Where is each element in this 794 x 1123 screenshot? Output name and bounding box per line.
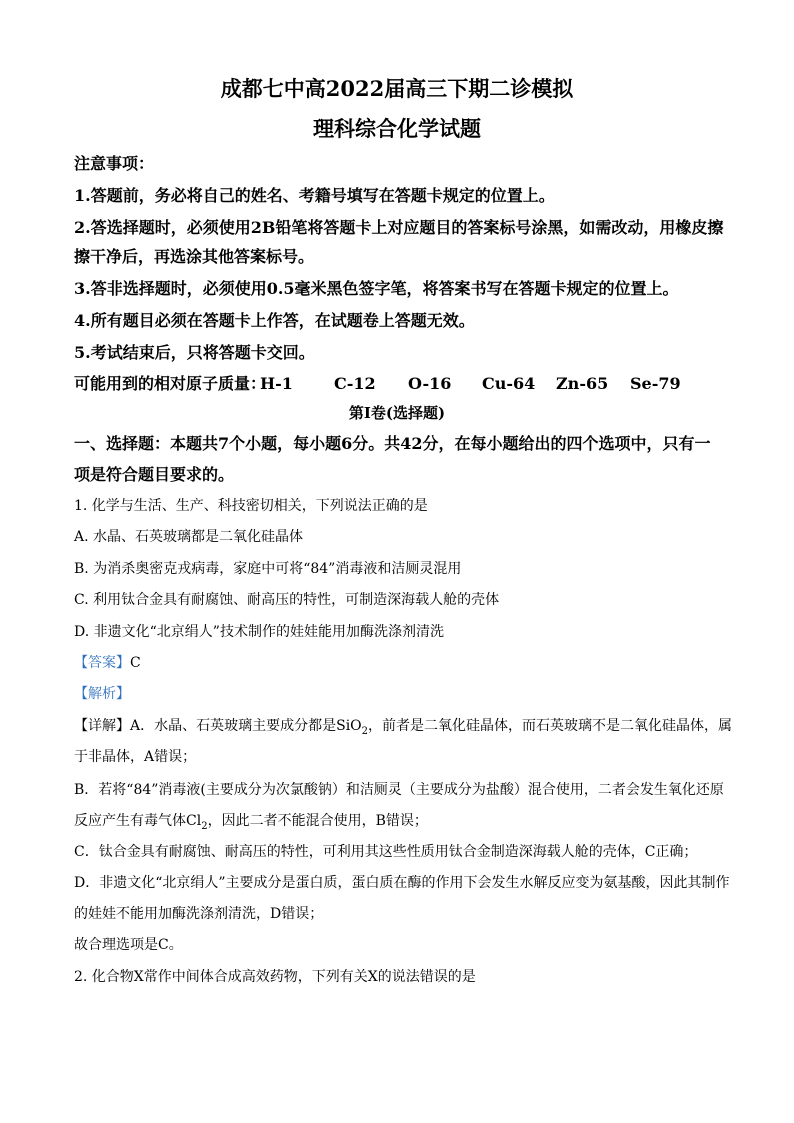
notice-item: 5.考试结束后，只将答题卡交回。	[74, 343, 315, 362]
answer-value: C	[130, 655, 141, 671]
atomic-mass-item: Se-79	[630, 374, 681, 393]
atomic-mass-item: Zn-65	[556, 374, 609, 393]
notice-item: 4.所有题目必须在答题卡上作答，在试题卷上答题无效。	[74, 311, 475, 330]
detail-text: 【详解】A．水晶、石英玻璃主要成分都是SiO	[74, 718, 362, 734]
detail-conclusion: 故合理选项是C。	[74, 937, 183, 953]
detail-line: C．钛合金具有耐腐蚀、耐高压的特性，可利用其这些性质用钛合金制造深海载人舱的壳体，C正确；	[74, 844, 698, 860]
question-option: A. 水晶、石英玻璃都是二氧化硅晶体	[74, 529, 304, 545]
question-option: B. 为消杀奥密克戎病毒，家庭中可将“84”消毒液和洁厕灵混用	[74, 561, 462, 577]
subscript: 2	[201, 820, 208, 832]
answer-line	[74, 652, 724, 672]
notice-item: 2.答选择题时，必须使用2B铅笔将答题卡上对应题目的答案标号涂黑，如需改动，用橡皮擦	[74, 218, 724, 237]
exam-title: 成都七中高2022届高三下期二诊模拟	[220, 76, 574, 101]
question-option: C. 利用钛合金具有耐腐蚀、耐高压的特性，可制造深海载人舱的壳体	[74, 592, 500, 608]
detail-text: ，因此二者不能混合使用，B错误；	[207, 813, 428, 829]
notice-item: 1.答题前，务必将自己的姓名、考籍号填写在答题卡规定的位置上。	[74, 186, 555, 205]
atomic-mass-item: H-1	[260, 374, 293, 393]
detail-line: B．若将“84”消毒液(主要成分为次氯酸钠）和洁厕灵（主要成分为盐酸）混合使用，二者会发生氧化还原	[74, 782, 724, 798]
notice-heading: 注意事项：	[74, 154, 155, 173]
exam-subtitle: 理科综合化学试题	[313, 116, 481, 141]
question-option: D. 非遗文化“北京绢人”技术制作的娃娃能用加酶洗涤剂清洗	[74, 624, 444, 640]
notice-item: 擦干净后，再选涂其他答案标号。	[74, 247, 315, 266]
analysis-tag: 【解析】	[74, 686, 130, 702]
detail-text: ，前者是二氧化硅晶体，而石英玻璃不是二氧化硅晶体，属	[368, 718, 733, 734]
section-instructions: 项是符合题目要求的。	[74, 465, 235, 484]
subscript: 2	[361, 725, 369, 737]
atomic-mass-label: 可能用到的相对原子质量：	[74, 374, 267, 393]
detail-line: 的娃娃不能用加酶洗涤剂清洗，D错误；	[74, 906, 324, 922]
detail-line: 于非晶体，A错误；	[74, 749, 197, 765]
atomic-mass-item: O-16	[408, 374, 452, 393]
detail-line	[74, 810, 724, 832]
answer-tag: 【答案】	[74, 655, 130, 671]
atomic-mass-row	[74, 371, 724, 394]
detail-line: D．非遗文化“北京绢人”主要成分是蛋白质，蛋白质在酶的作用下会发生水解反应变为氨基酸，因此其制作	[74, 875, 730, 891]
section-title: 第I卷(选择题)	[348, 404, 446, 422]
section-instructions: 一、选择题：本题共7个小题，每小题6分。共42分，在每小题给出的四个选项中，只有一	[74, 434, 711, 453]
detail-line	[74, 715, 733, 737]
atomic-mass-item: Cu-64	[482, 374, 536, 393]
question-stem: 2. 化合物X常作中间体合成高效药物，下列有关X的说法错误的是	[74, 969, 476, 985]
atomic-mass-item: C-12	[334, 374, 376, 393]
detail-text: 反应产生有毒气体Cl	[74, 813, 202, 829]
notice-item: 3.答非选择题时，必须使用0.5毫米黑色签字笔，将答案书写在答题卡规定的位置上。	[74, 279, 679, 298]
question-stem: 1. 化学与生活、生产、科技密切相关，下列说法正确的是	[74, 498, 428, 514]
